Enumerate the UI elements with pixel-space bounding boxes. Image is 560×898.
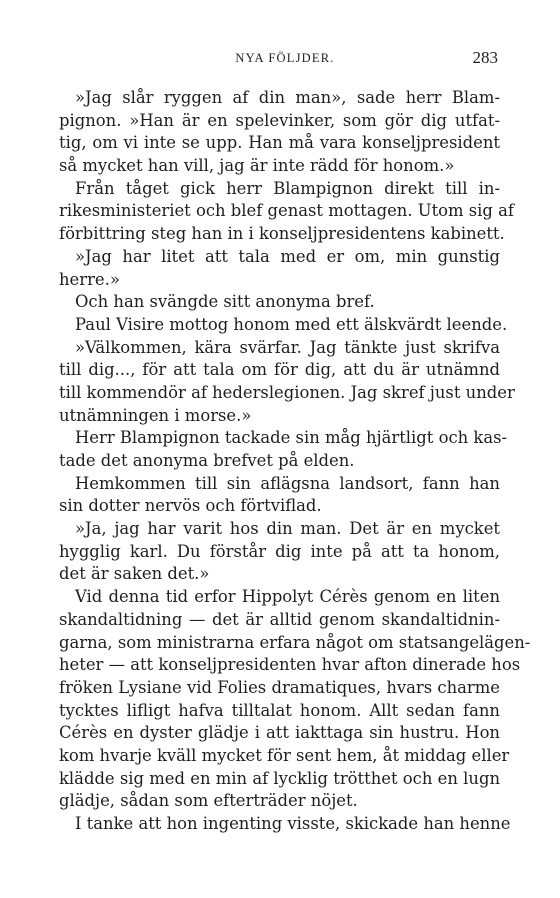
- text-line: »Välkommen, kära svärfar. Jag tänkte just skrifva: [75, 337, 500, 357]
- text-line: pignon. »Han är en spelevinker, som gör dig utfat-: [59, 110, 500, 130]
- running-title: NYA FÖLJDER.: [235, 51, 335, 65]
- text-line: »Ja, jag har varit hos din man. Det är en mycket: [75, 519, 500, 539]
- text-line: Vid denna tid erfor Hippolyt Cérès genom en liten: [75, 587, 500, 607]
- text-line: hygglig karl. Du förstår dig inte på att ta honom,: [59, 541, 500, 561]
- text-line: »Jag har litet att tala med er om, min gunstig: [75, 246, 500, 266]
- text-line: klädde sig med en min af lycklig trötthet och en lugn: [59, 768, 500, 788]
- text-line: Herr Blampignon tackade sin måg hjärtligt och kas-: [75, 428, 508, 448]
- text-line: heter — att konseljpresidenten hvar afton dinerade hos: [59, 655, 521, 675]
- text-line: Cérès en dyster glädje i att iakttaga sin hustru. Hon: [59, 723, 500, 743]
- text-line: Och han svängde sitt anonyma bref.: [75, 292, 375, 312]
- text-line: kom hvarje kväll mycket för sent hem, åt middag eller: [59, 745, 510, 765]
- text-line: till kommendör af hederslegionen. Jag skref just under: [59, 382, 515, 402]
- text-line: utnämningen i morse.»: [59, 405, 252, 425]
- text-line: herre.»: [59, 269, 120, 289]
- text-line: tycktes lifligt hafva tilltalat honom. Allt sedan fann: [59, 700, 500, 720]
- text-line: Från tåget gick herr Blampignon direkt till in-: [75, 178, 500, 198]
- body-text: [59, 87, 531, 836]
- text-line: glädje, sådan som efterträder nöjet.: [59, 791, 358, 811]
- page-number: 283: [472, 48, 498, 67]
- text-line: Paul Visire mottog honom med ett älskvärdt leende.: [75, 314, 508, 334]
- text-line: tig, om vi inte se upp. Han må vara konseljpresident: [59, 133, 500, 153]
- text-line: förbittring steg han in i konseljpresidentens kabinett.: [59, 224, 505, 244]
- text-line: tade det anonyma brefvet på elden.: [59, 451, 355, 470]
- text-line: Hemkommen till sin aflägsna landsort, fann han: [75, 473, 500, 493]
- text-line: till dig..., för att tala om för dig, att du är utnämnd: [59, 360, 500, 380]
- text-line: »Jag slår ryggen af din man», sade herr Blam-: [75, 88, 500, 107]
- text-line: fröken Lysiane vid Folies dramatiques, hvars charme: [59, 677, 500, 697]
- text-line: sin dotter nervös och förtviflad.: [59, 496, 322, 516]
- text-line: det är saken det.»: [59, 564, 210, 584]
- text-line: garna, som ministrarna erfara något om statsangelägen-: [59, 632, 531, 652]
- text-line: I tanke att hon ingenting visste, skickade han henne: [75, 814, 511, 833]
- page-header: [72, 48, 498, 70]
- text-line: skandaltidning — det är alltid genom skandaltidnin-: [59, 609, 500, 629]
- text-line: så mycket han vill, jag är inte rädd för honom.»: [59, 156, 455, 176]
- text-line: rikesministeriet och blef genast mottagen. Utom sig af: [59, 201, 514, 221]
